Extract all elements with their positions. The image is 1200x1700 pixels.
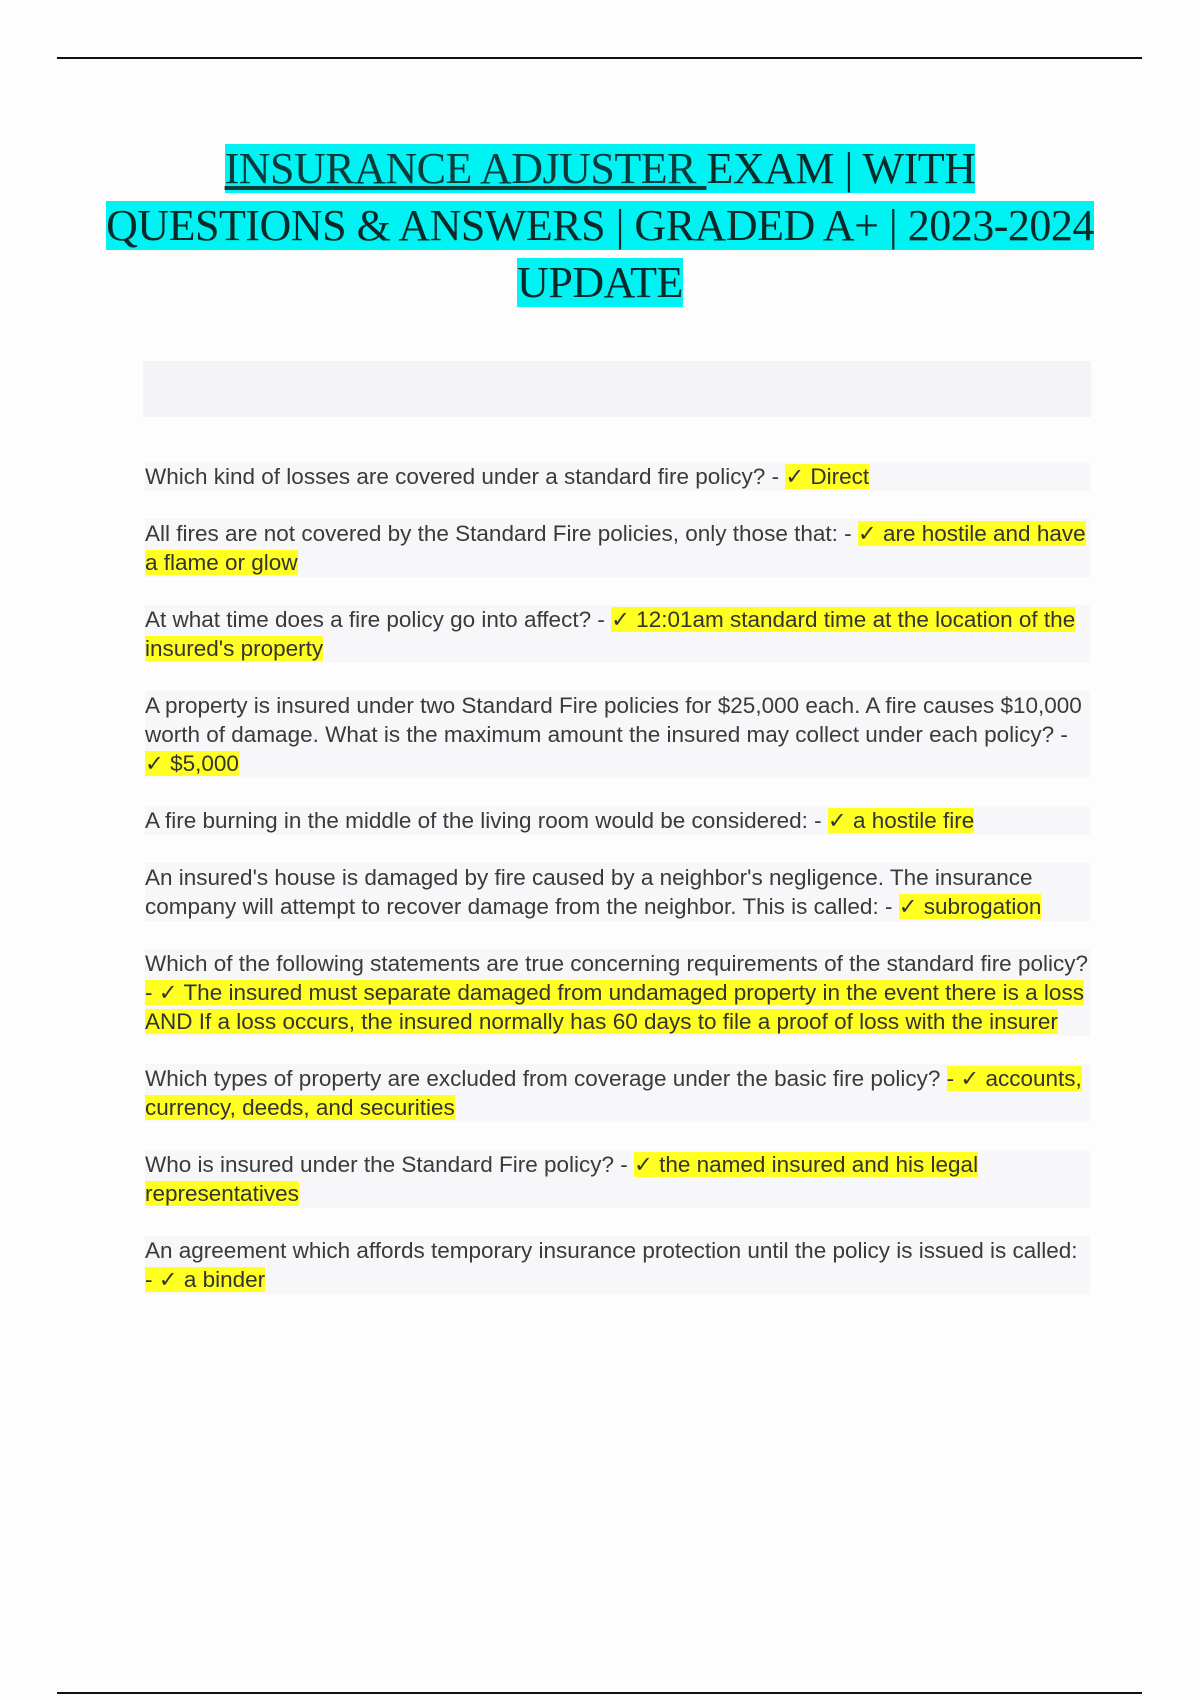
answer: ✓ the named insured and his legal representatives — [145, 1152, 979, 1206]
question: All fires are not covered by the Standard Fire policies, only those that: - — [145, 521, 858, 546]
question: Who is insured under the Standard Fire policy? - — [145, 1152, 634, 1177]
qa-item — [145, 1236, 1090, 1294]
qa-item — [145, 605, 1090, 663]
question: Which of the following statements are true concerning requirements of the standard fire policy? — [145, 951, 1088, 976]
answer: ✓ Direct — [785, 464, 870, 489]
title-link[interactable]: INSURANCE ADJUSTER — [224, 144, 707, 193]
bottom-rule — [57, 1692, 1142, 1694]
question: Which types of property are excluded from coverage under the basic fire policy? — [145, 1066, 947, 1091]
question: Which kind of losses are covered under a standard fire policy? - — [145, 464, 786, 489]
question: A fire burning in the middle of the living room would be considered: - — [145, 808, 828, 833]
top-rule — [57, 57, 1142, 59]
qa-list — [145, 462, 1090, 1322]
answer: ✓ 12:01am standard time at the location of the insured's property — [145, 607, 1076, 661]
blank-banner — [143, 361, 1091, 417]
qa-item — [145, 519, 1090, 577]
document-title — [100, 140, 1100, 311]
answer: ✓ are hostile and have a flame or glow — [145, 521, 1086, 575]
answer: - ✓ The insured must separate damaged from undamaged property in the event there is a loss AND If a loss occurs, the insured normally has 60 days to file a proof of loss with the insurer — [145, 980, 1084, 1034]
answer: ✓ $5,000 — [145, 751, 239, 776]
answer: - ✓ a binder — [145, 1267, 266, 1292]
qa-item — [145, 806, 1090, 835]
qa-item — [145, 1150, 1090, 1208]
question: At what time does a fire policy go into affect? - — [145, 607, 612, 632]
answer: ✓ a hostile fire — [827, 808, 975, 833]
qa-item — [145, 691, 1090, 778]
title-line3: UPDATE — [517, 258, 683, 307]
answer: ✓ subrogation — [898, 894, 1042, 919]
answer: - ✓ accounts, currency, deeds, and securities — [145, 1066, 1082, 1120]
question: An agreement which affords temporary insurance protection until the policy is issued is called: — [145, 1238, 1078, 1263]
title-part2: EXAM | WITH — [706, 144, 976, 193]
question: An insured's house is damaged by fire caused by a neighbor's negligence. The insurance company will attempt to recover damage from the neighbor. This is called: - — [145, 865, 1033, 919]
question: A property is insured under two Standard Fire policies for $25,000 each. A fire causes $10,000 worth of damage. What is the maximum amount the insured may collect under each policy? - — [145, 693, 1082, 747]
qa-item — [145, 863, 1090, 921]
title-line2: QUESTIONS & ANSWERS | GRADED A+ | 2023-2024 — [106, 201, 1094, 250]
qa-item — [145, 949, 1090, 1036]
qa-item — [145, 1064, 1090, 1122]
qa-item — [145, 462, 1090, 491]
